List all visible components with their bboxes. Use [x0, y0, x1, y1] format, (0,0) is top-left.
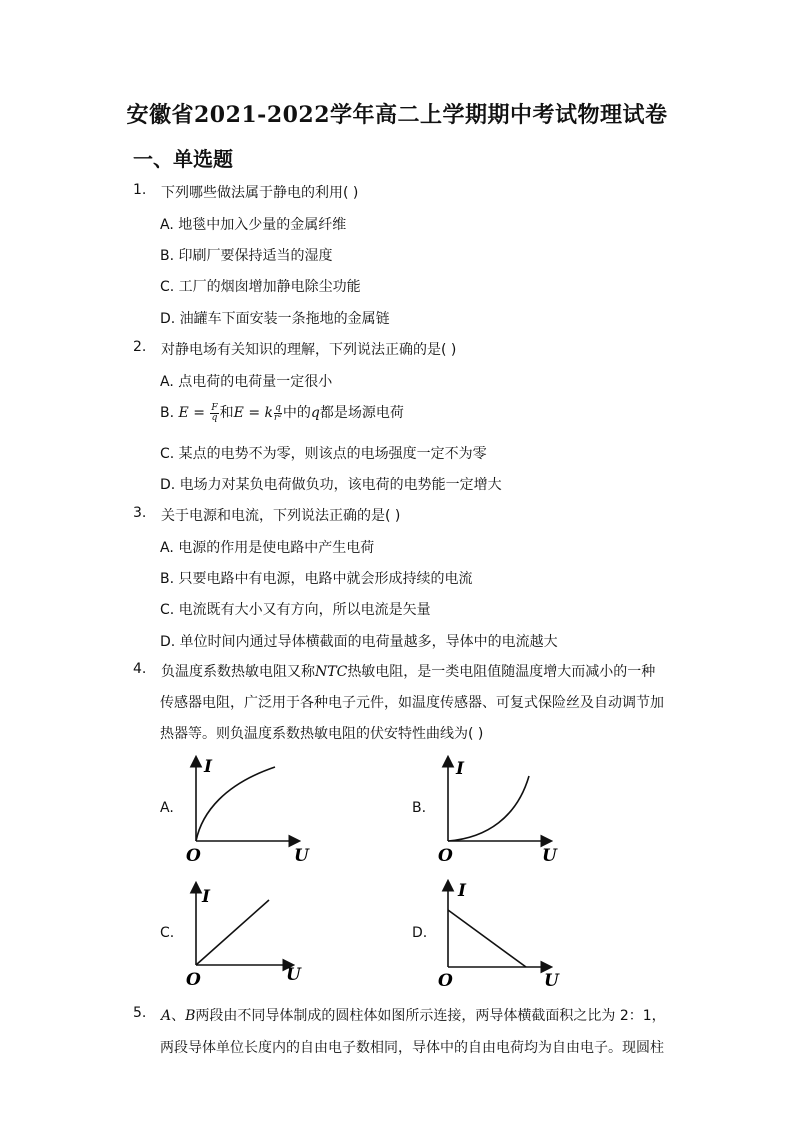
option-b: B. 只要电路中有电源，电路中就会形成持续的电流 — [160, 571, 473, 587]
question-number: 5. — [133, 1005, 147, 1021]
ntc-term: NTC — [315, 664, 348, 680]
formula-suffix: 都是场源电荷 — [319, 405, 404, 421]
question-number: 1. — [133, 182, 147, 198]
y-axis-label: I — [458, 881, 466, 901]
conductor-a: A — [161, 1008, 172, 1024]
x-axis-label: U — [542, 846, 557, 864]
text-segment: 两段由不同导体制成的圆柱体如图所示连接，两导体横截面积之比为 2：1， — [195, 1008, 666, 1024]
page-title: 安徽省2021-2022学年高二上学期期中考试物理试卷 — [126, 102, 668, 128]
x-axis-label: U — [544, 971, 559, 988]
y-axis-label: I — [456, 759, 464, 779]
option-d: D. 单位时间内通过导体横截面的电荷量越多，导体中的电流越大 — [160, 634, 558, 650]
graph-option-label: B. — [412, 800, 427, 816]
question-text — [161, 1005, 666, 1025]
question-text — [161, 661, 655, 681]
separator: 、 — [171, 1008, 186, 1024]
text-segment: 热敏电阻，是一类电阻值随温度增大而减小的一种 — [347, 664, 656, 680]
option-b: B. 印刷厂要保持适当的湿度 — [160, 248, 333, 264]
origin-label: O — [438, 971, 453, 988]
question-text: 关于电源和电流，下列说法正确的是( ) — [161, 508, 401, 524]
text-segment: 负温度系数热敏电阻又称 — [161, 664, 315, 680]
origin-label: O — [438, 846, 453, 864]
formula-and: 和 — [219, 405, 234, 421]
graph-option-label: D. — [412, 925, 428, 941]
question-4 — [133, 661, 656, 680]
origin-label: O — [186, 846, 201, 864]
fraction-numerator: F — [211, 402, 218, 413]
y-axis-label: I — [204, 757, 212, 777]
graph-b — [432, 752, 567, 864]
question-text-line: 两段导体单位长度内的自由电子数相同，导体中的自由电荷均为自由电子。现圆柱 — [160, 1040, 664, 1056]
fraction-numerator: q — [275, 402, 281, 413]
formula-q: q — [310, 405, 320, 421]
question-number: 3. — [133, 505, 147, 521]
option-c: C. 工厂的烟囱增加静电除尘功能 — [160, 279, 361, 295]
iv-curve — [448, 910, 526, 967]
formula-k: k — [264, 405, 273, 421]
formula-eq: = — [243, 405, 265, 421]
y-axis-label: I — [202, 887, 210, 907]
formula-eq: = — [188, 405, 210, 421]
section-heading: 一、单选题 — [133, 147, 233, 171]
graph-d — [432, 876, 567, 988]
x-axis-label: U — [294, 846, 309, 864]
question-text-line: 热器等。则负温度系数热敏电阻的伏安特性曲线为( ) — [160, 726, 484, 742]
graph-c — [180, 876, 315, 988]
iv-curve — [196, 767, 275, 841]
option-c: C. 电流既有大小又有方向，所以电流是矢量 — [160, 602, 431, 618]
fraction-q-over-r2 — [274, 404, 282, 423]
option-a: A. 电源的作用是使电路中产生电荷 — [160, 540, 375, 556]
question-2 — [133, 339, 457, 358]
formula-mid: 中的 — [282, 405, 311, 421]
question-5 — [133, 1005, 666, 1024]
question-number: 4. — [133, 661, 147, 677]
option-prefix: B. — [160, 405, 179, 421]
question-1 — [133, 182, 359, 201]
option-b — [160, 402, 404, 423]
option-d: D. 电场力对某负电荷做负功，该电荷的电势能一定增大 — [160, 477, 502, 493]
formula-e: E — [233, 405, 244, 421]
question-3 — [133, 505, 401, 524]
iv-curve — [196, 900, 269, 965]
fraction-denominator: r² — [274, 412, 282, 423]
formula-e: E — [178, 405, 189, 421]
option-d: D. 油罐车下面安装一条拖地的金属链 — [160, 311, 390, 327]
option-a: A. 地毯中加入少量的金属纤维 — [160, 217, 347, 233]
question-text: 下列哪些做法属于静电的利用( ) — [161, 185, 359, 201]
option-a: A. 点电荷的电荷量一定很小 — [160, 374, 333, 390]
question-number: 2. — [133, 339, 147, 355]
question-text: 对静电场有关知识的理解，下列说法正确的是( ) — [161, 342, 457, 358]
fraction-f-over-q — [210, 404, 218, 423]
fraction-denominator: q — [211, 412, 218, 423]
graph-a — [180, 752, 315, 864]
conductor-b: B — [185, 1008, 196, 1024]
iv-curve — [448, 776, 529, 841]
question-text-line: 传感器电阻，广泛用于各种电子元件，如温度传感器、可复式保险丝及自动调节加 — [160, 695, 664, 711]
x-axis-label: U — [286, 965, 301, 985]
option-c: C. 某点的电势不为零，则该点的电场强度一定不为零 — [160, 446, 487, 462]
graph-option-label: C. — [160, 925, 175, 941]
graph-option-label: A. — [160, 800, 174, 816]
origin-label: O — [186, 970, 201, 988]
